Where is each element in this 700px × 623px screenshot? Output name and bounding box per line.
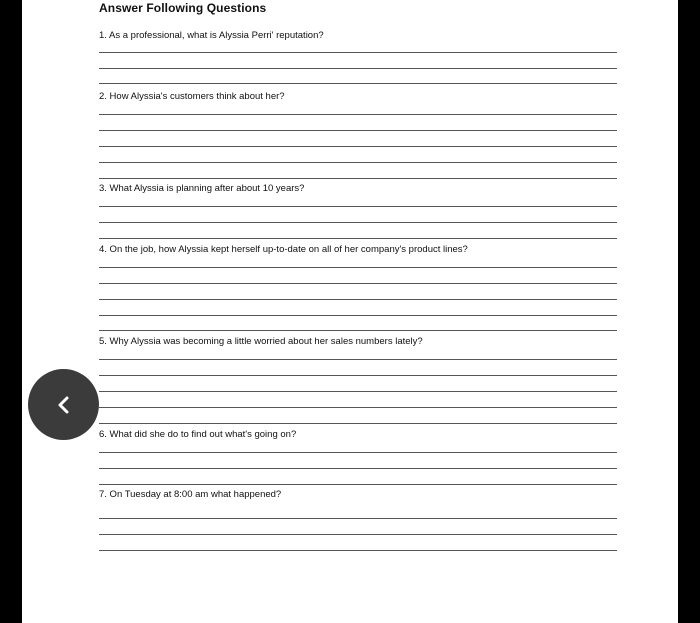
answer-line: [99, 283, 617, 284]
worksheet-heading: Answer Following Questions: [99, 1, 267, 15]
answer-line: [99, 423, 617, 424]
answer-line: [99, 550, 617, 551]
answer-line: [99, 391, 617, 392]
question-1: 1. As a professional, what is Alyssia Perri' reputation?: [99, 30, 324, 41]
answer-line: [99, 222, 617, 223]
worksheet-page: [22, 0, 678, 623]
question-4: 4. On the job, how Alyssia kept herself up-to-date on all of her company's product lines?: [99, 244, 468, 255]
answer-line: [99, 162, 617, 163]
answer-line: [99, 315, 617, 316]
question-2: 2. How Alyssia's customers think about her?: [99, 91, 285, 102]
answer-line: [99, 178, 617, 179]
answer-line: [99, 68, 617, 69]
answer-line: [99, 52, 617, 53]
answer-line: [99, 359, 617, 360]
answer-line: [99, 206, 617, 207]
question-6: 6. What did she do to find out what's going on?: [99, 429, 297, 440]
answer-line: [99, 267, 617, 268]
answer-line: [99, 114, 617, 115]
answer-line: [99, 518, 617, 519]
question-7: 7. On Tuesday at 8:00 am what happened?: [99, 489, 282, 500]
answer-line: [99, 534, 617, 535]
answer-line: [99, 484, 617, 485]
answer-line: [99, 407, 617, 408]
answer-line: [99, 146, 617, 147]
answer-line: [99, 83, 617, 84]
back-button[interactable]: [28, 369, 99, 440]
chevron-left-icon: [53, 394, 75, 416]
question-3: 3. What Alyssia is planning after about 10 years?: [99, 183, 305, 194]
answer-line: [99, 130, 617, 131]
answer-line: [99, 468, 617, 469]
answer-line: [99, 375, 617, 376]
answer-line: [99, 452, 617, 453]
question-5: 5. Why Alyssia was becoming a little worried about her sales numbers lately?: [99, 336, 423, 347]
answer-line: [99, 330, 617, 331]
answer-line: [99, 238, 617, 239]
answer-line: [99, 299, 617, 300]
